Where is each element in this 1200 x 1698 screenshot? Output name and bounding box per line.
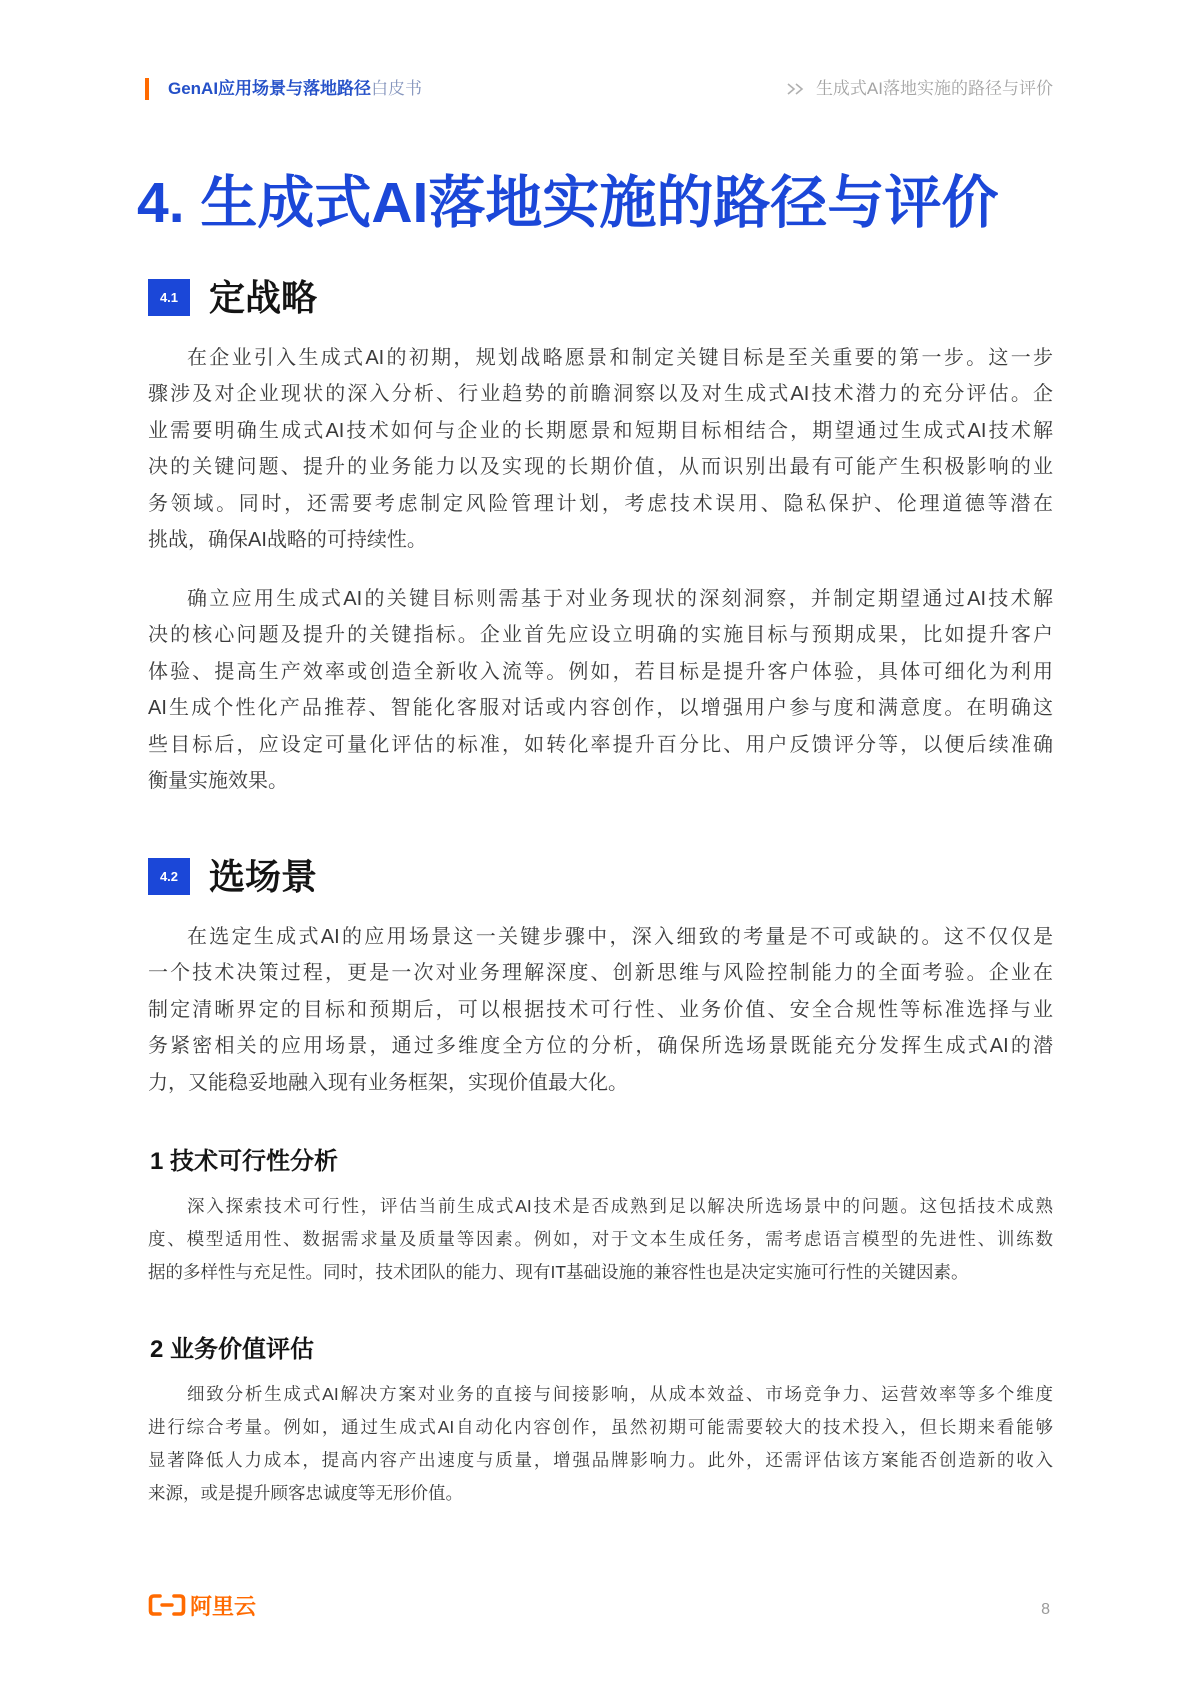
paragraph-line: 决的核心问题及提升的关键指标。企业首先应设立明确的实施目标与预期成果，比如提升客户 — [148, 624, 1053, 647]
alibaba-cloud-logo-icon — [148, 1593, 186, 1622]
paragraph-line: 力，又能稳妥地融入现有业务框架，实现价值最大化。 — [148, 1071, 628, 1094]
paragraph-line: 据的多样性与充足性。同时，技术团队的能力、现有IT基础设施的兼容性也是决定实施可行性的关键因素。 — [148, 1262, 969, 1282]
section-number-badge: 4.2 — [148, 858, 190, 895]
paragraph-line: AI生成个性化产品推荐、智能化客服对话或内容创作，以增强用户参与度和满意度。在明确这 — [148, 697, 1053, 720]
paragraph-line: 进行综合考量。例如，通过生成式AI自动化内容创作，虽然初期可能需要较大的技术投入，但长期来看能够 — [148, 1417, 1053, 1437]
alibaba-cloud-logo — [148, 1594, 256, 1620]
paragraph-line: 务紧密相关的应用场景，通过多维度全方位的分析，确保所选场景既能充分发挥生成式AI的潜 — [148, 1035, 1053, 1058]
document-title-suffix: 白皮书 — [371, 79, 423, 98]
paragraph-line: 制定清晰界定的目标和预期后，可以根据技术可行性、业务价值、安全合规性等标准选择与业 — [148, 998, 1053, 1021]
paragraph-line: 业需要明确生成式AI技术如何与企业的长期愿景和短期目标相结合，期望通过生成式AI技术解 — [148, 419, 1053, 442]
paragraph — [148, 340, 1053, 558]
paragraph — [148, 1190, 1053, 1289]
header-section-path — [786, 78, 1053, 100]
header-accent-bar — [145, 78, 149, 100]
paragraph-line: 务领域。同时，还需要考虑制定风险管理计划，考虑技术误用、隐私保护、伦理道德等潜在 — [148, 492, 1053, 515]
double-chevron-icon — [786, 83, 806, 95]
paragraph-line: 在选定生成式AI的应用场景这一关键步骤中，深入细致的考量是不可或缺的。这不仅仅是 — [187, 926, 1053, 948]
paragraph-line: 显著降低人力成本，提高内容产出速度与质量，增强品牌影响力。此外，还需评估该方案能否创造新的收入 — [148, 1450, 1053, 1470]
paragraph-line: 体验、提高生产效率或创造全新收入流等。例如，若目标是提升客户体验，具体可细化为利用 — [148, 660, 1053, 683]
paragraph-line: 衡量实施效果。 — [148, 769, 288, 792]
paragraph-line: 深入探索技术可行性，评估当前生成式AI技术是否成熟到足以解决所选场景中的问题。这包括技术成熟 — [187, 1196, 1053, 1216]
section-title: 定战略 — [209, 277, 318, 318]
paragraph-line: 在企业引入生成式AI的初期，规划战略愿景和制定关键目标是至关重要的第一步。这一步 — [187, 347, 1053, 369]
document-title — [168, 78, 422, 100]
paragraph — [148, 919, 1053, 1101]
paragraph-line: 些目标后，应设定可量化评估的标准，如转化率提升百分比、用户反馈评分等，以便后续准确 — [148, 733, 1053, 756]
paragraph-line: 决的关键问题、提升的业务能力以及实现的长期价值，从而识别出最有可能产生积极影响的业 — [148, 456, 1053, 479]
paragraph-line: 骤涉及对企业现状的深入分析、行业趋势的前瞻洞察以及对生成式AI技术潜力的充分评估。企 — [148, 383, 1053, 406]
subsection-title: 1 技术可行性分析 — [150, 1148, 339, 1175]
paragraph — [148, 1378, 1053, 1510]
document-title-main: GenAI应用场景与落地路径 — [168, 79, 372, 98]
paragraph-line: 度、模型适用性、数据需求量及质量等因素。例如，对于文本生成任务，需考虑语言模型的先进性、训练数 — [148, 1229, 1053, 1249]
paragraph-line: 挑战，确保AI战略的可持续性。 — [148, 528, 427, 551]
chapter-title: 4. 生成式AI落地实施的路径与评价 — [137, 171, 999, 235]
page-number: 8 — [1041, 1601, 1050, 1618]
paragraph-line: 一个技术决策过程，更是一次对业务理解深度、创新思维与风险控制能力的全面考验。企业在 — [148, 962, 1053, 985]
paragraph-line: 细致分析生成式AI解决方案对业务的直接与间接影响，从成本效益、市场竞争力、运营效率等多个维度 — [187, 1384, 1053, 1404]
paragraph-line: 来源，或是提升顾客忠诚度等无形价值。 — [148, 1483, 463, 1503]
header-section-label: 生成式AI落地实施的路径与评价 — [815, 79, 1053, 98]
section-number-badge: 4.1 — [148, 279, 190, 316]
paragraph — [148, 581, 1053, 799]
subsection-title: 2 业务价值评估 — [150, 1336, 315, 1363]
logo-text: 阿里云 — [190, 1594, 257, 1619]
section-title: 选场景 — [209, 856, 318, 897]
paragraph-line: 确立应用生成式AI的关键目标则需基于对业务现状的深刻洞察，并制定期望通过AI技术解 — [187, 588, 1053, 610]
